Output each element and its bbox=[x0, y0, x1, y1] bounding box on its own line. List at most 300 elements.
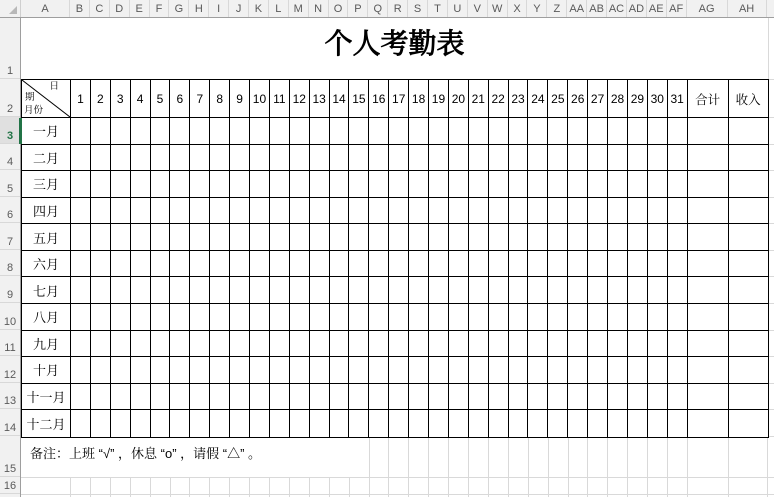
row-header-16[interactable]: 16 bbox=[0, 477, 20, 494]
attendance-cell[interactable] bbox=[588, 410, 608, 437]
attendance-cell[interactable] bbox=[469, 331, 489, 358]
attendance-cell[interactable] bbox=[449, 224, 469, 251]
attendance-cell[interactable] bbox=[489, 384, 509, 411]
attendance-cell[interactable] bbox=[310, 357, 330, 384]
attendance-cell[interactable] bbox=[349, 145, 369, 172]
attendance-cell[interactable] bbox=[170, 145, 190, 172]
attendance-cell[interactable] bbox=[588, 171, 608, 198]
attendance-cell[interactable] bbox=[628, 224, 648, 251]
attendance-cell[interactable] bbox=[151, 357, 171, 384]
attendance-cell[interactable] bbox=[210, 277, 230, 304]
attendance-cell[interactable] bbox=[509, 331, 529, 358]
column-header-Z[interactable]: Z bbox=[547, 0, 567, 17]
attendance-cell[interactable] bbox=[250, 277, 270, 304]
attendance-cell[interactable] bbox=[91, 277, 111, 304]
attendance-cell[interactable] bbox=[449, 384, 469, 411]
attendance-cell[interactable] bbox=[548, 357, 568, 384]
column-header-G[interactable]: G bbox=[169, 0, 189, 17]
attendance-cell[interactable] bbox=[509, 198, 529, 225]
day-header-15[interactable]: 15 bbox=[349, 80, 369, 118]
attendance-cell[interactable] bbox=[91, 145, 111, 172]
attendance-cell[interactable] bbox=[91, 357, 111, 384]
attendance-cell[interactable] bbox=[469, 224, 489, 251]
attendance-cell[interactable] bbox=[409, 384, 429, 411]
attendance-cell[interactable] bbox=[151, 304, 171, 331]
attendance-cell[interactable] bbox=[190, 331, 210, 358]
attendance-cell[interactable] bbox=[330, 277, 350, 304]
attendance-cell[interactable] bbox=[489, 277, 509, 304]
attendance-cell[interactable] bbox=[131, 277, 151, 304]
row-header-3[interactable]: 3 bbox=[0, 117, 20, 144]
attendance-cell[interactable] bbox=[290, 331, 310, 358]
attendance-cell[interactable] bbox=[349, 277, 369, 304]
attendance-cell[interactable] bbox=[151, 410, 171, 437]
day-header-18[interactable]: 18 bbox=[409, 80, 429, 118]
day-header-14[interactable]: 14 bbox=[330, 80, 350, 118]
attendance-cell[interactable] bbox=[568, 410, 588, 437]
attendance-cell[interactable] bbox=[648, 171, 668, 198]
row-header-14[interactable]: 14 bbox=[0, 409, 20, 436]
attendance-cell[interactable] bbox=[330, 198, 350, 225]
attendance-cell[interactable] bbox=[729, 384, 768, 411]
row-header-11[interactable]: 11 bbox=[0, 330, 20, 357]
attendance-cell[interactable] bbox=[528, 198, 548, 225]
column-header-AD[interactable]: AD bbox=[627, 0, 647, 17]
attendance-cell[interactable] bbox=[688, 251, 729, 278]
attendance-cell[interactable] bbox=[310, 331, 330, 358]
attendance-cell[interactable] bbox=[369, 304, 389, 331]
attendance-cell[interactable] bbox=[250, 357, 270, 384]
attendance-cell[interactable] bbox=[330, 145, 350, 172]
attendance-cell[interactable] bbox=[648, 145, 668, 172]
attendance-cell[interactable] bbox=[330, 224, 350, 251]
attendance-cell[interactable] bbox=[170, 118, 190, 145]
attendance-cell[interactable] bbox=[349, 304, 369, 331]
attendance-cell[interactable] bbox=[290, 277, 310, 304]
attendance-cell[interactable] bbox=[131, 224, 151, 251]
attendance-cell[interactable] bbox=[568, 145, 588, 172]
attendance-cell[interactable] bbox=[729, 224, 768, 251]
attendance-cell[interactable] bbox=[588, 145, 608, 172]
day-header-5[interactable]: 5 bbox=[151, 80, 171, 118]
attendance-cell[interactable] bbox=[210, 410, 230, 437]
attendance-cell[interactable] bbox=[668, 277, 688, 304]
attendance-cell[interactable] bbox=[151, 251, 171, 278]
attendance-cell[interactable] bbox=[389, 118, 409, 145]
attendance-cell[interactable] bbox=[210, 118, 230, 145]
attendance-cell[interactable] bbox=[509, 171, 529, 198]
attendance-cell[interactable] bbox=[608, 384, 628, 411]
attendance-cell[interactable] bbox=[409, 224, 429, 251]
attendance-cell[interactable] bbox=[290, 224, 310, 251]
attendance-cell[interactable] bbox=[310, 224, 330, 251]
day-header-8[interactable]: 8 bbox=[210, 80, 230, 118]
attendance-cell[interactable] bbox=[91, 384, 111, 411]
day-header-4[interactable]: 4 bbox=[131, 80, 151, 118]
attendance-cell[interactable] bbox=[310, 251, 330, 278]
attendance-cell[interactable] bbox=[170, 198, 190, 225]
date-month-diagonal-header[interactable] bbox=[22, 80, 71, 118]
attendance-cell[interactable] bbox=[330, 118, 350, 145]
attendance-cell[interactable] bbox=[71, 357, 91, 384]
income-header[interactable]: 收入 bbox=[729, 80, 768, 118]
attendance-cell[interactable] bbox=[349, 410, 369, 437]
attendance-cell[interactable] bbox=[349, 251, 369, 278]
attendance-cell[interactable] bbox=[608, 251, 628, 278]
attendance-cell[interactable] bbox=[429, 224, 449, 251]
attendance-cell[interactable] bbox=[509, 224, 529, 251]
attendance-cell[interactable] bbox=[509, 384, 529, 411]
attendance-cell[interactable] bbox=[509, 410, 529, 437]
attendance-cell[interactable] bbox=[131, 384, 151, 411]
attendance-cell[interactable] bbox=[71, 384, 91, 411]
attendance-cell[interactable] bbox=[71, 198, 91, 225]
attendance-cell[interactable] bbox=[349, 171, 369, 198]
attendance-cell[interactable] bbox=[330, 251, 350, 278]
attendance-cell[interactable] bbox=[608, 277, 628, 304]
attendance-cell[interactable] bbox=[170, 410, 190, 437]
attendance-cell[interactable] bbox=[668, 198, 688, 225]
column-header-A[interactable]: A bbox=[21, 0, 70, 17]
attendance-cell[interactable] bbox=[528, 331, 548, 358]
day-header-26[interactable]: 26 bbox=[568, 80, 588, 118]
attendance-cell[interactable] bbox=[509, 357, 529, 384]
attendance-cell[interactable] bbox=[111, 410, 131, 437]
attendance-cell[interactable] bbox=[628, 171, 648, 198]
day-header-6[interactable]: 6 bbox=[170, 80, 190, 118]
attendance-cell[interactable] bbox=[389, 145, 409, 172]
attendance-cell[interactable] bbox=[71, 224, 91, 251]
attendance-cell[interactable] bbox=[628, 384, 648, 411]
column-header-E[interactable]: E bbox=[130, 0, 150, 17]
month-label-6[interactable]: 六月 bbox=[22, 251, 71, 278]
attendance-cell[interactable] bbox=[469, 145, 489, 172]
day-header-1[interactable]: 1 bbox=[71, 80, 91, 118]
attendance-cell[interactable] bbox=[449, 304, 469, 331]
attendance-cell[interactable] bbox=[588, 251, 608, 278]
attendance-cell[interactable] bbox=[648, 277, 668, 304]
attendance-cell[interactable] bbox=[548, 145, 568, 172]
day-header-11[interactable]: 11 bbox=[270, 80, 290, 118]
attendance-cell[interactable] bbox=[349, 357, 369, 384]
attendance-cell[interactable] bbox=[389, 171, 409, 198]
attendance-cell[interactable] bbox=[170, 331, 190, 358]
attendance-cell[interactable] bbox=[568, 171, 588, 198]
attendance-cell[interactable] bbox=[290, 251, 310, 278]
attendance-cell[interactable] bbox=[131, 331, 151, 358]
day-header-30[interactable]: 30 bbox=[648, 80, 668, 118]
attendance-cell[interactable] bbox=[628, 410, 648, 437]
attendance-cell[interactable] bbox=[449, 145, 469, 172]
attendance-cell[interactable] bbox=[528, 357, 548, 384]
attendance-cell[interactable] bbox=[449, 171, 469, 198]
attendance-cell[interactable] bbox=[71, 277, 91, 304]
attendance-cell[interactable] bbox=[270, 171, 290, 198]
attendance-cell[interactable] bbox=[270, 277, 290, 304]
column-header-L[interactable]: L bbox=[269, 0, 289, 17]
attendance-cell[interactable] bbox=[389, 384, 409, 411]
attendance-cell[interactable] bbox=[210, 251, 230, 278]
attendance-cell[interactable] bbox=[409, 171, 429, 198]
day-header-20[interactable]: 20 bbox=[449, 80, 469, 118]
attendance-cell[interactable] bbox=[310, 118, 330, 145]
attendance-cell[interactable] bbox=[349, 331, 369, 358]
attendance-cell[interactable] bbox=[548, 304, 568, 331]
column-header-V[interactable]: V bbox=[468, 0, 488, 17]
attendance-cell[interactable] bbox=[548, 251, 568, 278]
attendance-cell[interactable] bbox=[548, 410, 568, 437]
attendance-cell[interactable] bbox=[688, 198, 729, 225]
attendance-cell[interactable] bbox=[230, 145, 250, 172]
day-header-28[interactable]: 28 bbox=[608, 80, 628, 118]
attendance-cell[interactable] bbox=[330, 357, 350, 384]
attendance-cell[interactable] bbox=[230, 277, 250, 304]
day-header-29[interactable]: 29 bbox=[628, 80, 648, 118]
attendance-cell[interactable] bbox=[270, 118, 290, 145]
attendance-cell[interactable] bbox=[429, 304, 449, 331]
attendance-cell[interactable] bbox=[230, 304, 250, 331]
attendance-cell[interactable] bbox=[648, 251, 668, 278]
attendance-cell[interactable] bbox=[668, 304, 688, 331]
attendance-cell[interactable] bbox=[310, 384, 330, 411]
attendance-cell[interactable] bbox=[528, 384, 548, 411]
legend-note[interactable]: 备注：上班 “√” ，休息 “o” ，请假 “△” 。 bbox=[30, 446, 262, 461]
attendance-cell[interactable] bbox=[290, 304, 310, 331]
attendance-cell[interactable] bbox=[310, 304, 330, 331]
attendance-cell[interactable] bbox=[250, 251, 270, 278]
attendance-cell[interactable] bbox=[91, 224, 111, 251]
attendance-cell[interactable] bbox=[190, 251, 210, 278]
attendance-cell[interactable] bbox=[648, 384, 668, 411]
attendance-cell[interactable] bbox=[688, 145, 729, 172]
attendance-cell[interactable] bbox=[230, 224, 250, 251]
attendance-cell[interactable] bbox=[151, 198, 171, 225]
attendance-cell[interactable] bbox=[111, 304, 131, 331]
attendance-cell[interactable] bbox=[588, 224, 608, 251]
attendance-cell[interactable] bbox=[648, 198, 668, 225]
attendance-cell[interactable] bbox=[688, 357, 729, 384]
column-header-O[interactable]: O bbox=[329, 0, 349, 17]
attendance-cell[interactable] bbox=[429, 331, 449, 358]
attendance-cell[interactable] bbox=[369, 331, 389, 358]
attendance-cell[interactable] bbox=[548, 384, 568, 411]
attendance-cell[interactable] bbox=[688, 410, 729, 437]
attendance-cell[interactable] bbox=[648, 224, 668, 251]
attendance-cell[interactable] bbox=[230, 331, 250, 358]
attendance-cell[interactable] bbox=[648, 410, 668, 437]
attendance-cell[interactable] bbox=[688, 118, 729, 145]
attendance-cell[interactable] bbox=[509, 251, 529, 278]
attendance-cell[interactable] bbox=[489, 224, 509, 251]
attendance-cell[interactable] bbox=[729, 410, 768, 437]
attendance-cell[interactable] bbox=[290, 357, 310, 384]
attendance-cell[interactable] bbox=[330, 304, 350, 331]
attendance-cell[interactable] bbox=[111, 118, 131, 145]
day-header-3[interactable]: 3 bbox=[111, 80, 131, 118]
attendance-cell[interactable] bbox=[528, 251, 548, 278]
month-label-11[interactable]: 十一月 bbox=[22, 384, 71, 411]
attendance-cell[interactable] bbox=[449, 118, 469, 145]
attendance-cell[interactable] bbox=[250, 331, 270, 358]
column-header-I[interactable]: I bbox=[209, 0, 229, 17]
attendance-cell[interactable] bbox=[568, 224, 588, 251]
attendance-cell[interactable] bbox=[608, 198, 628, 225]
attendance-cell[interactable] bbox=[369, 224, 389, 251]
attendance-cell[interactable] bbox=[111, 277, 131, 304]
month-label-4[interactable]: 四月 bbox=[22, 198, 71, 225]
attendance-cell[interactable] bbox=[170, 224, 190, 251]
attendance-cell[interactable] bbox=[449, 251, 469, 278]
column-header-W[interactable]: W bbox=[488, 0, 508, 17]
attendance-cell[interactable] bbox=[131, 304, 151, 331]
attendance-cell[interactable] bbox=[170, 304, 190, 331]
attendance-cell[interactable] bbox=[409, 410, 429, 437]
row-header-10[interactable]: 10 bbox=[0, 303, 20, 330]
attendance-cell[interactable] bbox=[369, 384, 389, 411]
month-label-8[interactable]: 八月 bbox=[22, 304, 71, 331]
attendance-cell[interactable] bbox=[489, 118, 509, 145]
column-header-C[interactable]: C bbox=[90, 0, 110, 17]
attendance-cell[interactable] bbox=[668, 357, 688, 384]
attendance-cell[interactable] bbox=[668, 224, 688, 251]
attendance-cell[interactable] bbox=[449, 277, 469, 304]
attendance-cell[interactable] bbox=[250, 118, 270, 145]
attendance-cell[interactable] bbox=[409, 198, 429, 225]
attendance-cell[interactable] bbox=[270, 224, 290, 251]
column-header-Y[interactable]: Y bbox=[527, 0, 547, 17]
attendance-cell[interactable] bbox=[250, 304, 270, 331]
column-header-H[interactable]: H bbox=[189, 0, 209, 17]
day-header-17[interactable]: 17 bbox=[389, 80, 409, 118]
attendance-cell[interactable] bbox=[588, 304, 608, 331]
day-header-13[interactable]: 13 bbox=[310, 80, 330, 118]
attendance-cell[interactable] bbox=[151, 224, 171, 251]
attendance-cell[interactable] bbox=[250, 384, 270, 411]
attendance-cell[interactable] bbox=[349, 118, 369, 145]
attendance-cell[interactable] bbox=[190, 304, 210, 331]
attendance-cell[interactable] bbox=[568, 277, 588, 304]
attendance-cell[interactable] bbox=[528, 171, 548, 198]
attendance-cell[interactable] bbox=[270, 384, 290, 411]
attendance-cell[interactable] bbox=[568, 357, 588, 384]
attendance-cell[interactable] bbox=[71, 251, 91, 278]
attendance-cell[interactable] bbox=[469, 251, 489, 278]
attendance-cell[interactable] bbox=[469, 198, 489, 225]
attendance-cell[interactable] bbox=[729, 331, 768, 358]
attendance-cell[interactable] bbox=[528, 304, 548, 331]
attendance-cell[interactable] bbox=[270, 251, 290, 278]
attendance-cell[interactable] bbox=[509, 145, 529, 172]
attendance-cell[interactable] bbox=[111, 224, 131, 251]
attendance-cell[interactable] bbox=[449, 331, 469, 358]
attendance-cell[interactable] bbox=[389, 304, 409, 331]
attendance-cell[interactable] bbox=[190, 171, 210, 198]
attendance-cell[interactable] bbox=[131, 198, 151, 225]
attendance-cell[interactable] bbox=[608, 304, 628, 331]
attendance-cell[interactable] bbox=[190, 145, 210, 172]
attendance-cell[interactable] bbox=[111, 251, 131, 278]
attendance-cell[interactable] bbox=[330, 410, 350, 437]
attendance-cell[interactable] bbox=[369, 410, 389, 437]
month-label-7[interactable]: 七月 bbox=[22, 277, 71, 304]
attendance-cell[interactable] bbox=[489, 357, 509, 384]
attendance-cell[interactable] bbox=[131, 145, 151, 172]
column-header-D[interactable]: D bbox=[110, 0, 130, 17]
attendance-cell[interactable] bbox=[91, 251, 111, 278]
attendance-cell[interactable] bbox=[250, 145, 270, 172]
attendance-cell[interactable] bbox=[429, 277, 449, 304]
attendance-cell[interactable] bbox=[528, 145, 548, 172]
attendance-cell[interactable] bbox=[71, 331, 91, 358]
attendance-cell[interactable] bbox=[131, 357, 151, 384]
attendance-cell[interactable] bbox=[369, 357, 389, 384]
day-header-19[interactable]: 19 bbox=[429, 80, 449, 118]
column-header-AA[interactable]: AA bbox=[567, 0, 587, 17]
column-header-AF[interactable]: AF bbox=[667, 0, 687, 17]
attendance-cell[interactable] bbox=[688, 384, 729, 411]
row-header-6[interactable]: 6 bbox=[0, 197, 20, 224]
attendance-cell[interactable] bbox=[729, 171, 768, 198]
attendance-cell[interactable] bbox=[310, 145, 330, 172]
attendance-cell[interactable] bbox=[409, 357, 429, 384]
attendance-cell[interactable] bbox=[628, 198, 648, 225]
attendance-cell[interactable] bbox=[568, 118, 588, 145]
column-header-P[interactable]: P bbox=[348, 0, 368, 17]
attendance-cell[interactable] bbox=[270, 331, 290, 358]
attendance-cell[interactable] bbox=[349, 224, 369, 251]
attendance-cell[interactable] bbox=[250, 198, 270, 225]
attendance-cell[interactable] bbox=[489, 331, 509, 358]
month-label-10[interactable]: 十月 bbox=[22, 357, 71, 384]
attendance-cell[interactable] bbox=[230, 357, 250, 384]
attendance-cell[interactable] bbox=[349, 384, 369, 411]
column-header-AB[interactable]: AB bbox=[587, 0, 607, 17]
attendance-cell[interactable] bbox=[111, 198, 131, 225]
day-header-25[interactable]: 25 bbox=[548, 80, 568, 118]
attendance-cell[interactable] bbox=[729, 251, 768, 278]
attendance-cell[interactable] bbox=[210, 304, 230, 331]
attendance-cell[interactable] bbox=[668, 331, 688, 358]
attendance-cell[interactable] bbox=[131, 171, 151, 198]
attendance-cell[interactable] bbox=[151, 277, 171, 304]
attendance-cell[interactable] bbox=[349, 198, 369, 225]
day-header-31[interactable]: 31 bbox=[668, 80, 688, 118]
attendance-cell[interactable] bbox=[668, 118, 688, 145]
attendance-cell[interactable] bbox=[330, 171, 350, 198]
attendance-cell[interactable] bbox=[210, 198, 230, 225]
attendance-cell[interactable] bbox=[729, 277, 768, 304]
attendance-cell[interactable] bbox=[230, 171, 250, 198]
attendance-cell[interactable] bbox=[369, 171, 389, 198]
attendance-cell[interactable] bbox=[71, 410, 91, 437]
attendance-cell[interactable] bbox=[190, 118, 210, 145]
attendance-cell[interactable] bbox=[190, 384, 210, 411]
column-header-X[interactable]: X bbox=[508, 0, 528, 17]
attendance-cell[interactable] bbox=[210, 357, 230, 384]
attendance-cell[interactable] bbox=[389, 198, 409, 225]
attendance-cell[interactable] bbox=[91, 304, 111, 331]
attendance-cell[interactable] bbox=[389, 277, 409, 304]
attendance-cell[interactable] bbox=[568, 251, 588, 278]
attendance-cell[interactable] bbox=[449, 410, 469, 437]
attendance-cell[interactable] bbox=[729, 304, 768, 331]
row-header-8[interactable]: 8 bbox=[0, 250, 20, 277]
attendance-cell[interactable] bbox=[648, 331, 668, 358]
attendance-cell[interactable] bbox=[131, 118, 151, 145]
attendance-cell[interactable] bbox=[250, 171, 270, 198]
attendance-cell[interactable] bbox=[588, 357, 608, 384]
attendance-cell[interactable] bbox=[688, 171, 729, 198]
